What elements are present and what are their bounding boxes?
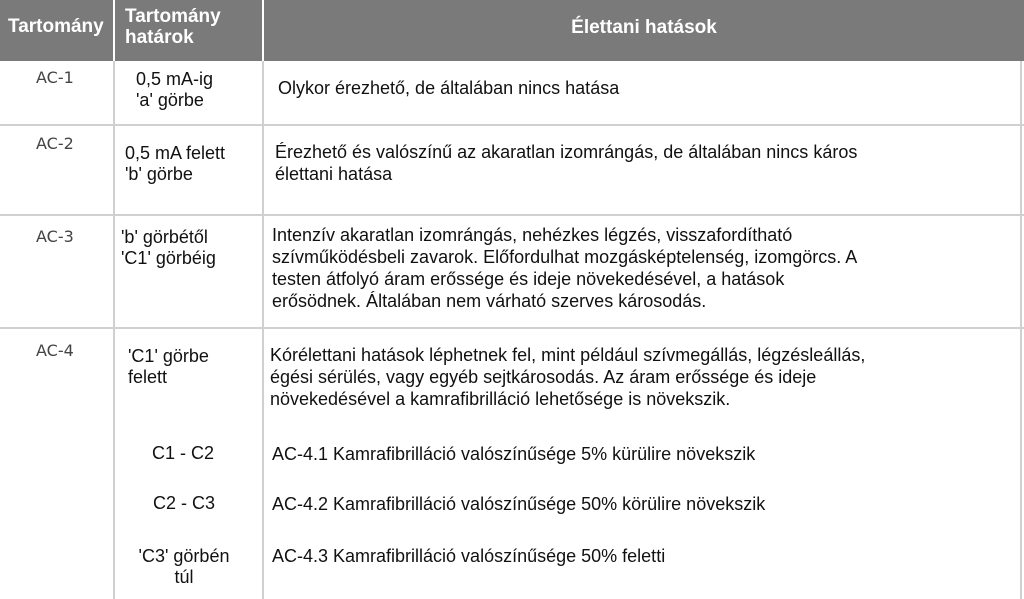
column-divider (262, 61, 264, 599)
subrange-limit (153, 493, 215, 514)
effect-line: Érezhető és valószínű az akaratlan izomrángás, de általában nincs káros (275, 142, 858, 162)
effect-line: Intenzív akaratlan izomrángás, nehézkes légzés, visszafordítható (272, 225, 793, 245)
range-limit-line: 0,5 mA-ig (136, 69, 214, 89)
range-limit-line: felett (128, 367, 168, 387)
range-limit-line: 'b' görbétől (121, 227, 208, 247)
subrange-limit-line: C2 - C3 (153, 493, 216, 513)
subrange-limit-line: túl (174, 567, 194, 587)
subrange-effect: AC-4.3 Kamrafibrilláció valószínűsége 50% feletti (272, 546, 666, 566)
effect-text (278, 77, 1018, 99)
effect-line: Olykor érezhető, de általában nincs hatása (278, 78, 620, 98)
effect-line: növekedésével a kamrafibrilláció lehetősége is növekszik. (270, 389, 731, 409)
effect-line: erősödnek. Általában nem várható szerves károsodás. (272, 291, 707, 311)
range-limit-line: 'C1' görbéig (121, 248, 216, 268)
header-effects: Élettani hatások (264, 0, 1024, 61)
effect-line: Kórélettani hatások léphetnek fel, mint például szívmegállás, légzésleállás, (270, 345, 866, 365)
header-limits-line-1: Tartomány (125, 6, 221, 27)
range-label: AC-1 (36, 68, 74, 87)
column-divider (1020, 61, 1022, 599)
subrange-limit-line: 'C3' görbén (138, 546, 230, 566)
range-limit (136, 69, 213, 111)
effect-line: testen átfolyó áram erőssége és ideje növekedésével, a hatások (272, 269, 785, 289)
effect-line: élettani hatása (275, 164, 393, 184)
header-range: Tartomány (0, 0, 113, 61)
effect-line: szívműködésbeli zavarok. Előfordulhat mozgásképtelenség, izomgörcs. A (272, 247, 858, 267)
effect-text (270, 344, 1010, 410)
subrange-effect: AC-4.1 Kamrafibrilláció valószínűsége 5% kürülire növekszik (272, 444, 756, 464)
effect-line: égési sérülés, vagy egyéb sejtkárosodás. Az áram erőssége és ideje (270, 367, 817, 387)
range-limit (125, 143, 225, 185)
effect-text (272, 224, 1012, 312)
range-limit (121, 227, 216, 269)
header-limits-line-2: határok (125, 27, 194, 48)
subrange-limit (128, 546, 240, 588)
subrange-effect: AC-4.2 Kamrafibrilláció valószínűsége 50% körülire növekszik (272, 494, 766, 514)
range-label: AC-3 (36, 227, 74, 246)
subrange-limit-line: C1 - C2 (152, 443, 215, 463)
range-label: AC-4 (36, 341, 74, 360)
range-limit (128, 346, 209, 388)
range-label: AC-2 (36, 134, 74, 153)
range-limit-line: 0,5 mA felett (125, 143, 226, 163)
range-limit-line: 'a' görbe (136, 90, 204, 110)
range-limit-line: 'b' görbe (125, 164, 193, 184)
column-divider (113, 61, 115, 599)
range-limit-line: 'C1' görbe (128, 346, 209, 366)
header-limits (115, 0, 262, 61)
subrange-limit (152, 443, 214, 464)
effect-text (275, 141, 1015, 185)
